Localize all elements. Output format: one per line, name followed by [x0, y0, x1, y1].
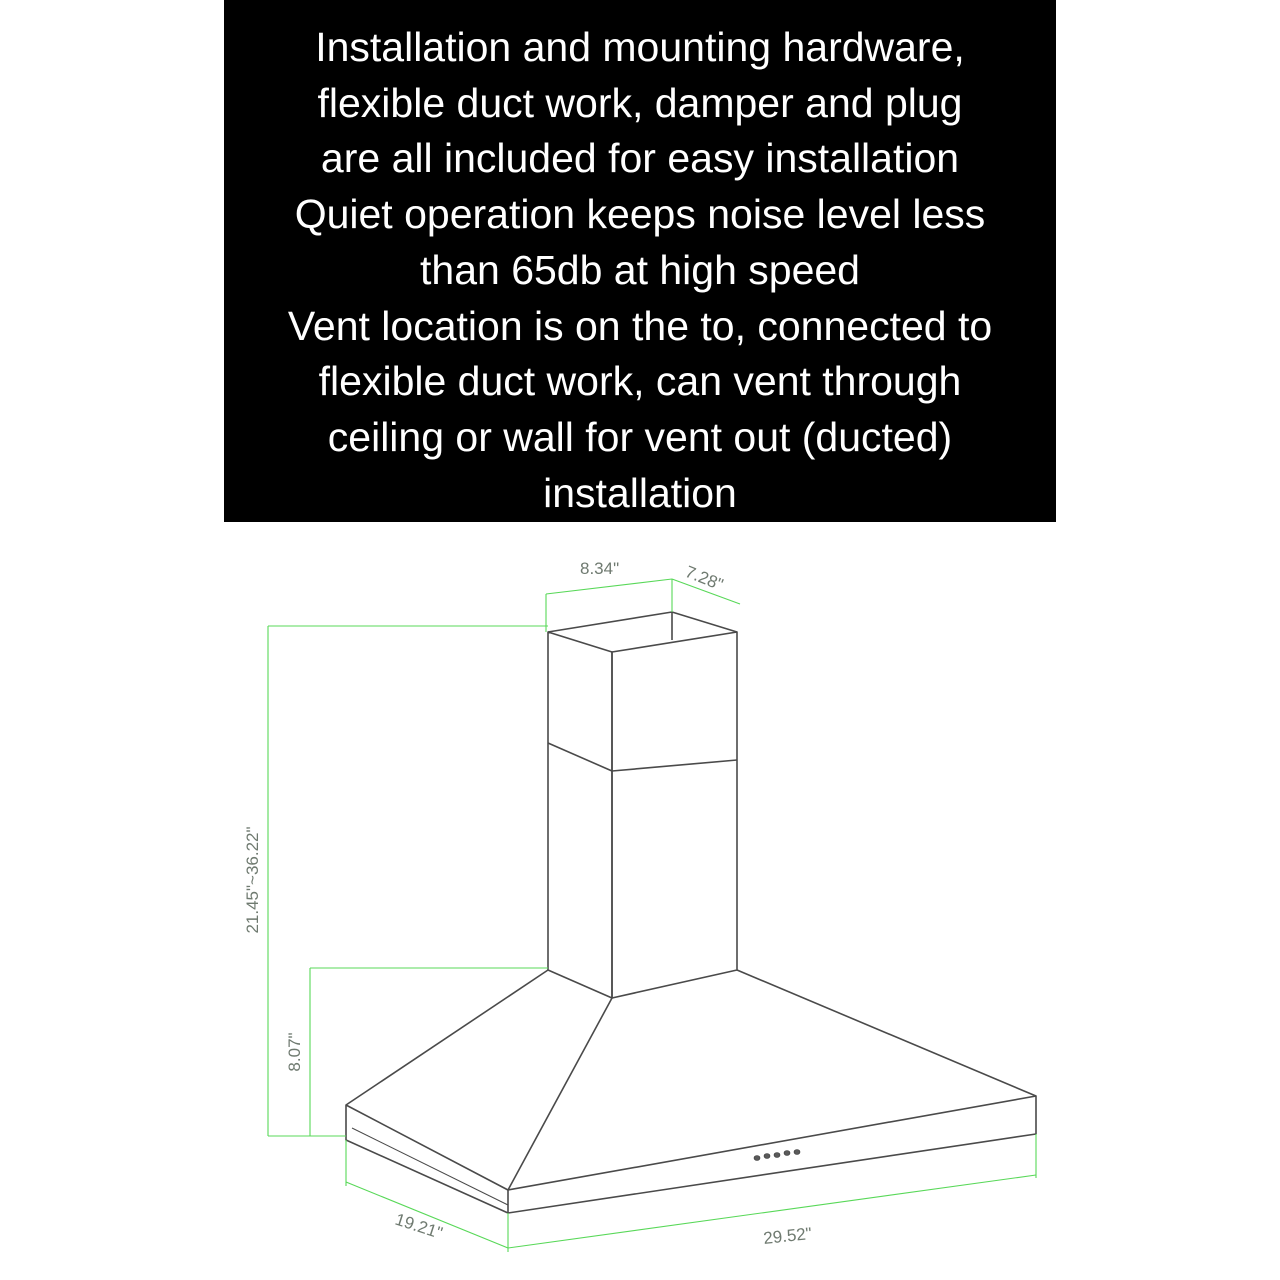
hood-depth-label: 19.21"	[392, 1209, 445, 1243]
feature-caption-box	[224, 0, 1056, 522]
caption-line-7: flexible duct work, can vent through	[318, 358, 962, 405]
total-height-label: 21.45"~36.22"	[243, 826, 262, 934]
dim-line-chimney-width	[546, 579, 672, 594]
control-button-icon	[754, 1156, 760, 1161]
hood-base-rim	[346, 1096, 1036, 1213]
chimney-depth-label: 7.28"	[682, 562, 726, 595]
control-panel	[754, 1150, 800, 1161]
caption-line-3: are all included for easy installation	[320, 135, 960, 182]
control-button-icon	[784, 1151, 790, 1156]
caption-line-6: Vent location is on the to, connected to	[287, 302, 993, 349]
control-button-icon	[764, 1154, 770, 1159]
range-hood-drawing	[0, 522, 1280, 1280]
caption-line-4: Quiet operation keeps noise level less	[294, 191, 986, 238]
canopy-left-edge	[346, 970, 548, 1105]
chimney-top-edge	[548, 612, 737, 632]
caption-line-5: than 65db at high speed	[420, 246, 860, 293]
chimney-side-face	[612, 632, 737, 998]
control-button-icon	[794, 1150, 800, 1155]
hood-width-label: 29.52"	[762, 1224, 813, 1248]
chimney-seam	[548, 743, 737, 771]
caption-line-8: ceiling or wall for vent out (ducted)	[327, 413, 953, 460]
chimney-width-label: 8.34"	[580, 559, 620, 578]
control-button-icon	[774, 1153, 780, 1158]
canopy-height-label: 8.07"	[285, 1032, 304, 1072]
caption-line-9: installation	[543, 469, 737, 516]
caption-line-1: Installation and mounting hardware,	[315, 24, 965, 70]
chimney-front-face	[548, 632, 612, 998]
caption-line-2: flexible duct work, damper and plug	[317, 79, 963, 126]
canopy-right-edge	[737, 970, 1036, 1096]
canopy-front-edge	[508, 998, 612, 1190]
